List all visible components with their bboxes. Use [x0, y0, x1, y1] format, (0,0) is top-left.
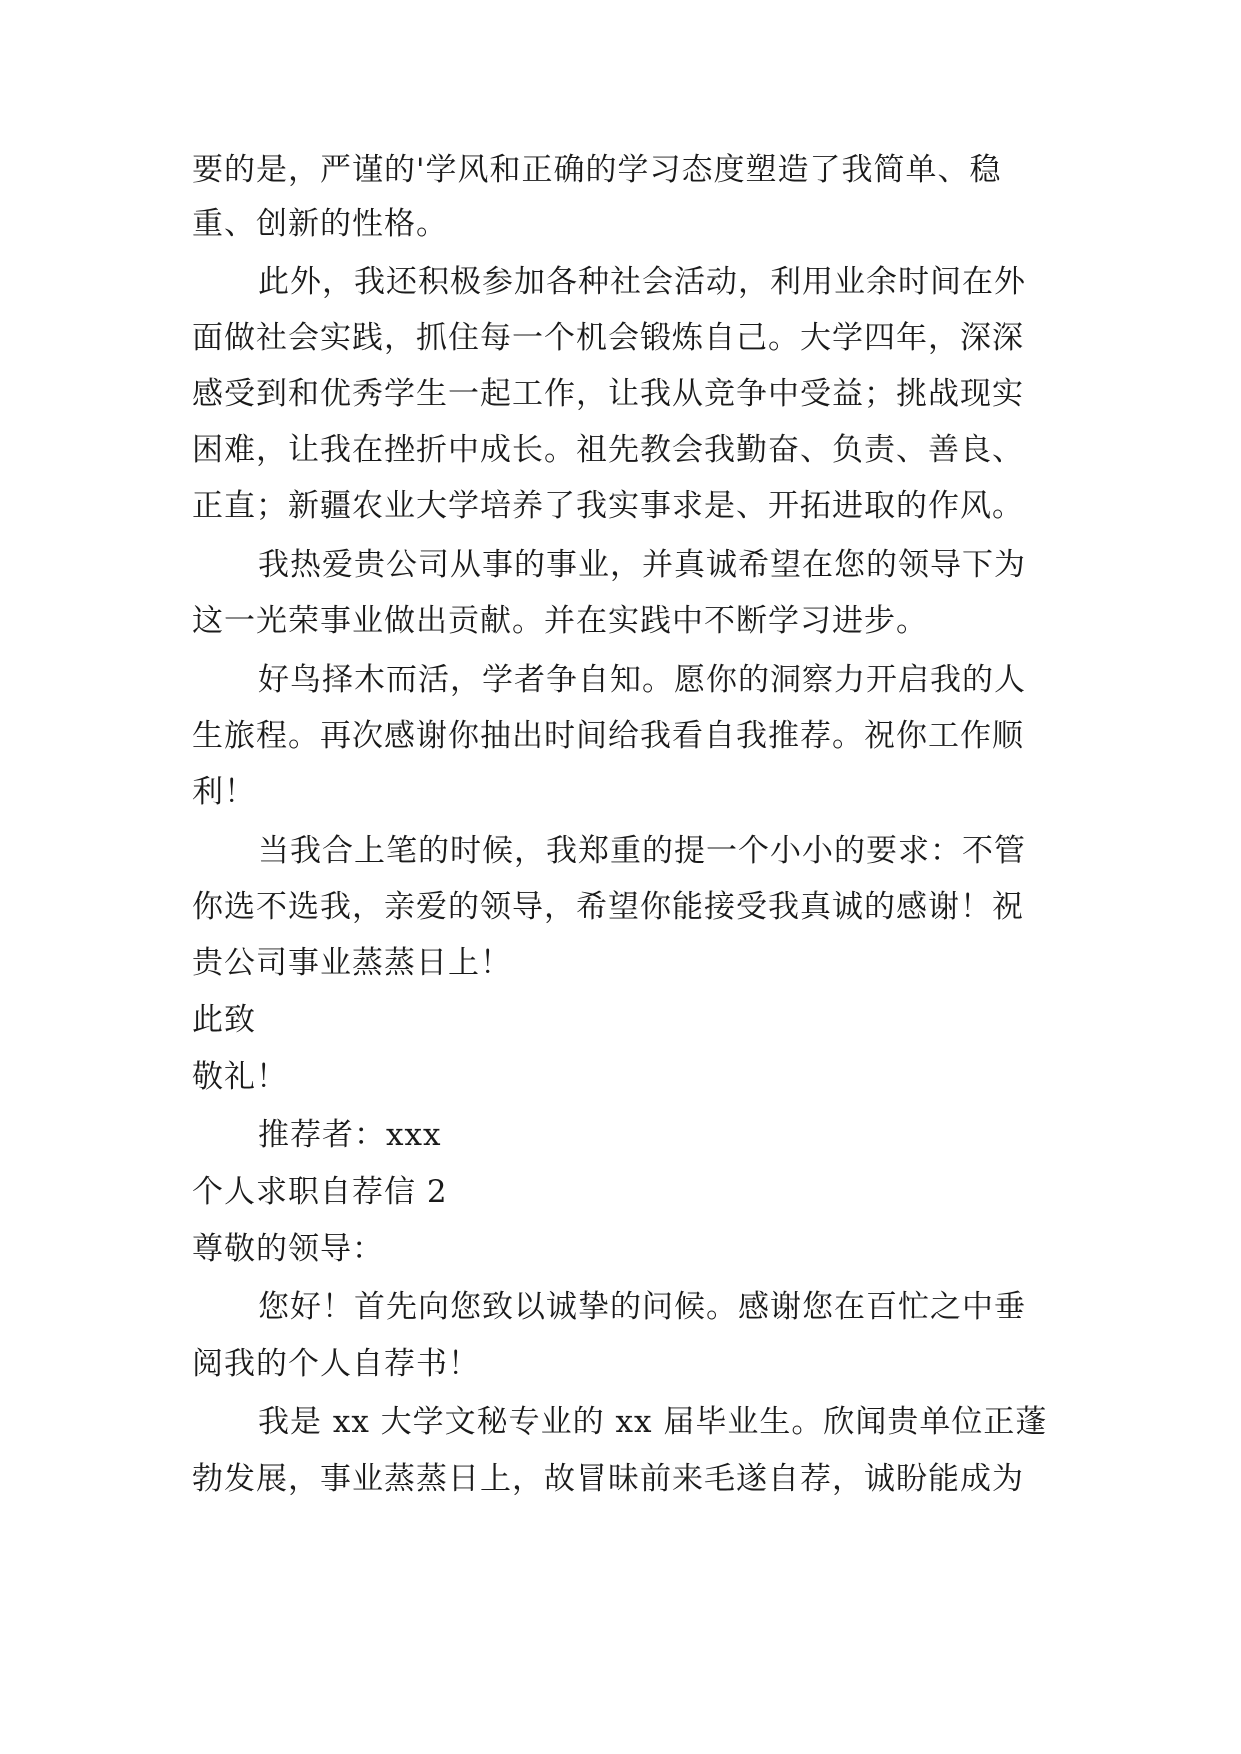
paragraph-line: 此外，我还积极参加各种社会活动，利用业余时间在外: [258, 264, 1026, 300]
text-line: 要的是，严谨的'学风和正确的学习态度塑造了我简单、稳: [192, 152, 1002, 188]
closing-line: 此致: [192, 1002, 256, 1038]
text-line: 重、创新的性格。: [192, 206, 448, 242]
text-line: 这一光荣事业做出贡献。并在实践中不断学习进步。: [192, 603, 928, 639]
text-line: 面做社会实践，抓住每一个机会锻炼自己。大学四年，深深: [192, 320, 1024, 356]
text-line: 困难，让我在挫折中成长。祖先教会我勤奋、负责、善良、: [192, 432, 1024, 468]
salutation: 尊敬的领导：: [192, 1231, 384, 1267]
text-line: 勃发展，事业蒸蒸日上，故冒昧前来毛遂自荐，诚盼能成为: [192, 1461, 1024, 1497]
paragraph-line: 您好！首先向您致以诚挚的问候。感谢您在百忙之中垂: [258, 1289, 1026, 1325]
text-line: 阅我的个人自荐书！: [192, 1346, 480, 1382]
text-line: 正直；新疆农业大学培养了我实事求是、开拓进取的作风。: [192, 488, 1024, 524]
paragraph-line: 好鸟择木而活，学者争自知。愿你的洞察力开启我的人: [258, 662, 1026, 698]
paragraph-line: 当我合上笔的时候，我郑重的提一个小小的要求：不管: [258, 833, 1026, 869]
text-line: 感受到和优秀学生一起工作，让我从竞争中受益；挑战现实: [192, 376, 1024, 412]
closing-line: 敬礼！: [192, 1059, 288, 1095]
text-line: 贵公司事业蒸蒸日上！: [192, 945, 512, 981]
paragraph-line: 我热爱贵公司从事的事业，并真诚希望在您的领导下为: [258, 547, 1026, 583]
text-line: 生旅程。再次感谢你抽出时间给我看自我推荐。祝你工作顺: [192, 718, 1024, 754]
text-line: 你选不选我，亲爱的领导，希望你能接受我真诚的感谢！祝: [192, 889, 1024, 925]
section-heading: 个人求职自荐信 2: [192, 1174, 448, 1210]
text-line: 利！: [192, 774, 256, 810]
signature-line: 推荐者：xxx: [258, 1117, 442, 1153]
paragraph-line: 我是 xx 大学文秘专业的 xx 届毕业生。欣闻贵单位正蓬: [258, 1404, 1048, 1440]
